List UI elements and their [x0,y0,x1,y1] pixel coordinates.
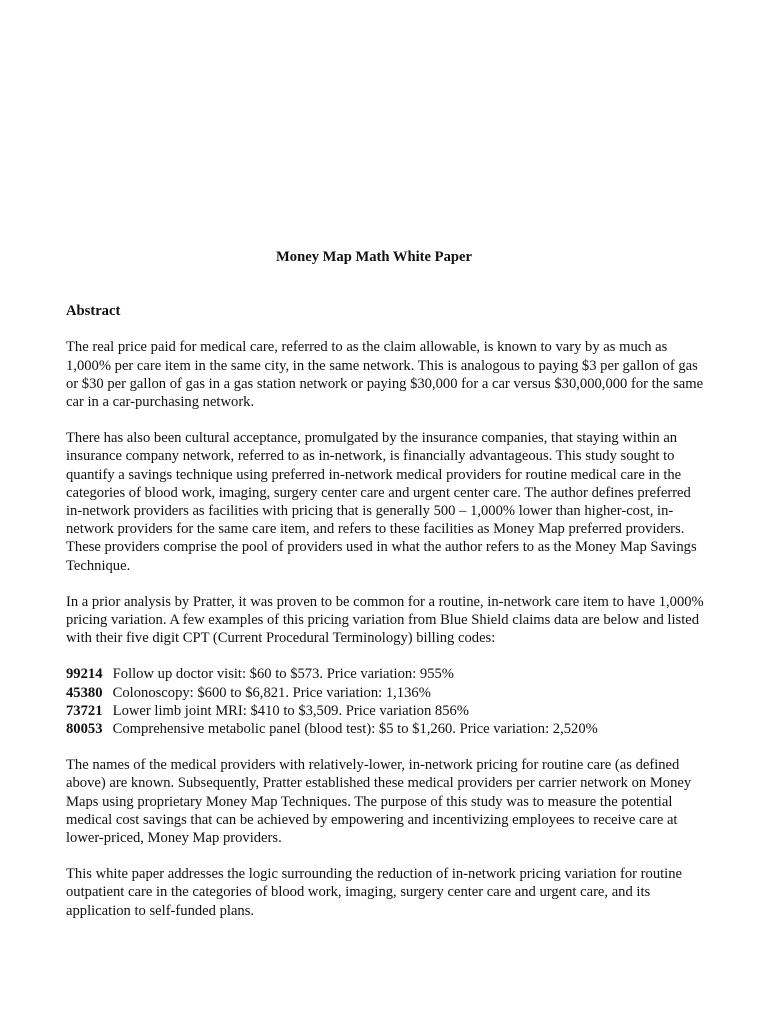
cpt-description: Comprehensive metabolic panel (blood test): $5 to $1,260. Price variation: 2,520% [112,721,598,738]
cpt-description: Follow up doctor visit: $60 to $573. Price variation: 955% [112,666,454,683]
cpt-code-item [66,684,706,702]
cpt-code: 73721 [66,702,103,719]
cpt-code-item [66,702,706,720]
paragraph-provider-names: The names of the medical providers with relatively-lower, in-network pricing for routine care (as defined above) are known. Subsequently, Pratter established these medical providers per carrier network on Money Maps using proprietary Money Map Techniques. The purpose of this study was to measure the potential medical cost savings that can be achieved by empowering and incentivizing employees to receive care at lower-priced, Money Map providers. [66,757,692,847]
document-body [66,248,706,920]
cpt-code: 99214 [66,666,103,683]
paragraph-claim-allowable: The real price paid for medical care, referred to as the claim allowable, is known to vary by as much as 1,000% per care item in the same city, in the same network. This is analogous to paying $3 per gallon of gas or $30 per gallon of gas in a gas station network or paying $30,000 for a car versus $30,000,000 for the same car in a car-purchasing network. [66,339,704,411]
cpt-code-item [66,665,706,683]
document-title: Money Map Math White Paper [276,249,472,265]
cpt-code: 45380 [66,684,103,701]
paragraph-white-paper-scope: This white paper addresses the logic surrounding the reduction of in-network pricing variation for routine outpatient care in the categories of blood work, imaging, surgery center care and urgent care, and its application to self-funded plans. [66,866,683,919]
paragraph-prior-analysis: In a prior analysis by Pratter, it was proven to be common for a routine, in-network care item to have 1,000% pricing variation. A few examples of this pricing variation from Blue Shield claims data are below and listed with their five digit CPT (Current Procedural Terminology) billing codes: [66,593,704,647]
cpt-description: Lower limb joint MRI: $410 to $3,509. Price variation 856% [112,702,469,719]
paragraph-network-acceptance: There has also been cultural acceptance, promulgated by the insurance companies, that staying within an insurance company network, referred to as in-network, is financially advantageous. This study sought to quantify a savings technique using preferred in-network medical providers for routine medical care in the categories of blood work, imaging, surgery center care and urgent center care. The author defines preferred in-network providers as facilities with pricing that is generally 500 – 1,000% lower than higher-cost, in-network providers for the same care item, and refers to these facilities as Money Map preferred providers. These providers comprise the pool of providers used in what the author refers to as the Money Map Savings Technique. [66,430,697,574]
abstract-heading: Abstract [66,303,121,320]
cpt-code-list [66,665,706,738]
cpt-code: 80053 [66,721,103,738]
cpt-code-item [66,720,706,738]
cpt-description: Colonoscopy: $600 to $6,821. Price variation: 1,136% [112,684,431,701]
